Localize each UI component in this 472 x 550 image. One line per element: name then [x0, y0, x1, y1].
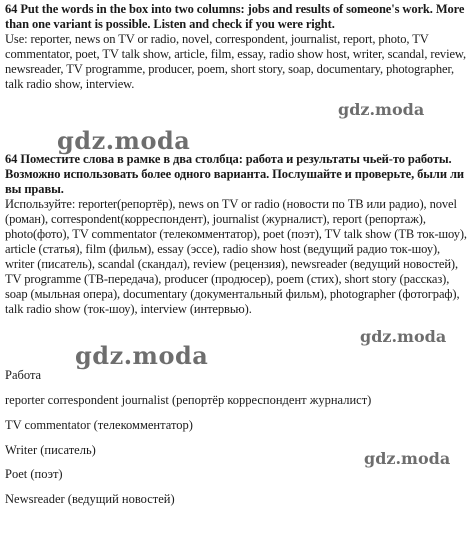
watermark: gdz.moda: [75, 341, 209, 370]
watermark: gdz.moda: [364, 449, 451, 468]
exercise-word-list-russian: Используйте: reporter(репортёр), news on TV or radio (новости по ТВ или радио), novel (роман), correspondent(корреспондент), journalist (журналист), report (репортаж), photo(фото), TV commentator (телекомментатор), poet (поэт), TV talk show (ТВ ток-шоу), article (статья), film (фильм), essay (эссе), radio show host (ведущий радио ток-шоу), writer (писатель), scandal (скандал), review (рецензия), newsreader (ведущий новостей), TV programme (ТВ-передача), producer (продюсер), poem (стих), short story (рассказ), soap (мыльная опера), documentary (документальный фильм), photographer (фотограф), talk radio show (ток-шоу), interview (интервью).: [5, 197, 467, 316]
answer-line: Poet (поэт): [5, 467, 63, 481]
watermark: gdz.moda: [360, 327, 447, 346]
answer-column-label: Работа: [5, 368, 42, 382]
answer-line: TV commentator (телекомментатор): [5, 418, 193, 432]
watermark: gdz.moda: [338, 100, 425, 119]
exercise-english: [5, 2, 467, 92]
exercise-heading-english: 64 Put the words in the box into two columns: jobs and results of someone's work. More than one variant is possible. Listen and check if you were right.: [5, 2, 465, 31]
answer-line: Writer (писатель): [5, 443, 96, 457]
exercise-russian: [5, 152, 467, 317]
answer-line: Newsreader (ведущий новостей): [5, 492, 175, 506]
exercise-word-list-english: Use: reporter, news on TV or radio, novel, correspondent, journalist, report, photo, TV commentator, poet, TV talk show, article, film, essay, radio show host, writer, scandal, review, newsreader, TV programme, producer, poem, short story, soap, documentary, photographer, talk radio show, interview.: [5, 32, 467, 91]
answer-line: reporter correspondent journalist (репортёр корреспондент журналист): [5, 393, 372, 407]
watermark: gdz.moda: [57, 126, 191, 155]
exercise-heading-russian: 64 Поместите слова в рамке в два столбца: работа и результаты чьей-то работы. Возможно использовать более одного варианта. Послушайте и проверьте, были ли вы правы.: [5, 152, 464, 196]
